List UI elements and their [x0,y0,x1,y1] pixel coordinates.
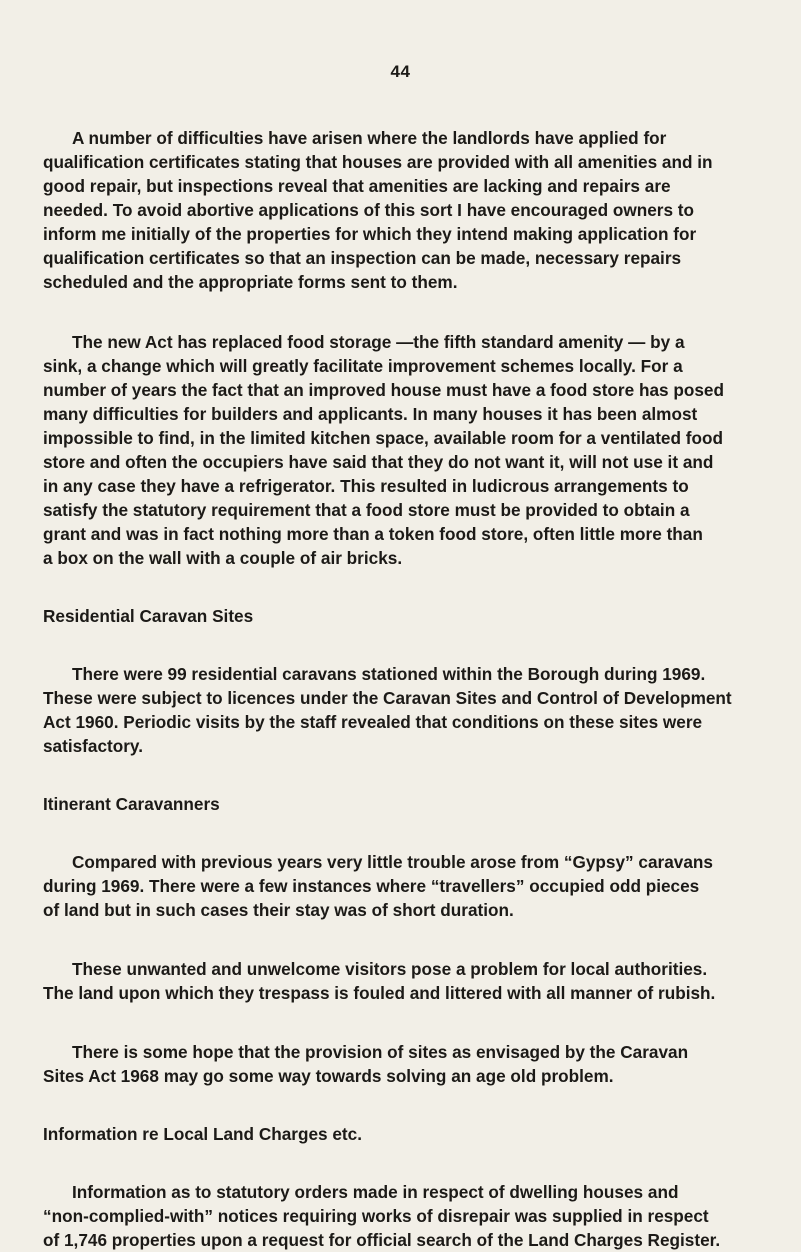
paragraph-food-storage-cont [43,354,773,570]
text-line: These were subject to licences under the Caravan Sites and Control of Development [43,688,732,708]
text-line: of 1,746 properties upon a request for official search of the Land Charges Register. [43,1230,721,1250]
paragraph-residential-caravans [43,662,773,686]
paragraph-caravan-sites-act-cont [43,1064,773,1088]
text-line: satisfy the statutory requirement that a food store must be provided to obtain a [43,500,690,520]
text-line: The land upon which they trespass is fouled and littered with all manner of rubish. [43,983,716,1003]
paragraph-land-charges-cont [43,1204,773,1252]
paragraph-food-storage [43,330,773,354]
paragraph-qualification-certificates-cont [43,150,773,294]
document-body [43,126,773,1252]
paragraph-unwanted-visitors-cont [43,981,773,1005]
text-line: Sites Act 1968 may go some way towards solving an age old problem. [43,1066,614,1086]
text-line: The new Act has replaced food storage —the fifth standard amenity — by a [72,332,685,352]
text-line: inform me initially of the properties for which they intend making application for [43,224,697,244]
text-line: impossible to find, in the limited kitchen space, available room for a ventilated food [43,428,723,448]
text-line: A number of difficulties have arisen where the landlords have applied for [72,128,667,148]
text-line: number of years the fact that an improved house must have a food store has posed [43,380,724,400]
text-line: Act 1960. Periodic visits by the staff revealed that conditions on these sites were [43,712,703,732]
heading-residential-caravan-sites: Residential Caravan Sites [43,606,254,626]
text-line: of land but in such cases their stay was of short duration. [43,900,514,920]
heading-local-land-charges: Information re Local Land Charges etc. [43,1124,362,1144]
text-line: There were 99 residential caravans stationed within the Borough during 1969. [72,664,706,684]
text-line: needed. To avoid abortive applications of this sort I have encouraged owners to [43,200,695,220]
text-line: many difficulties for builders and applicants. In many houses it has been almost [43,404,698,424]
paragraph-caravan-sites-act [43,1040,773,1064]
text-line: Information as to statutory orders made in respect of dwelling houses and [72,1182,679,1202]
paragraph-unwanted-visitors [43,957,773,981]
text-line: grant and was in fact nothing more than a token food store, often little more than [43,524,703,544]
text-line: a box on the wall with a couple of air bricks. [43,548,403,568]
text-line: qualification certificates so that an inspection can be made, necessary repairs [43,248,682,268]
text-line: There is some hope that the provision of sites as envisaged by the Caravan [72,1042,689,1062]
text-line: Compared with previous years very little trouble arose from “Gypsy” caravans [72,852,713,872]
heading-itinerant-caravanners: Itinerant Caravanners [43,794,220,814]
paragraph-residential-caravans-cont [43,686,773,758]
text-line: “non-complied-with” notices requiring works of disrepair was supplied in respect [43,1206,709,1226]
text-line: store and often the occupiers have said that they do not want it, will not use it and [43,452,714,472]
text-line: in any case they have a refrigerator. This resulted in ludicrous arrangements to [43,476,689,496]
paragraph-gypsy-caravans [43,850,773,874]
text-line: qualification certificates stating that houses are provided with all amenities and in [43,152,713,172]
text-line: satisfactory. [43,736,143,756]
paragraph-gypsy-caravans-cont [43,874,773,922]
text-line: good repair, but inspections reveal that amenities are lacking and repairs are [43,176,671,196]
text-line: sink, a change which will greatly facilitate improvement schemes locally. For a [43,356,683,376]
text-line: scheduled and the appropriate forms sent to them. [43,272,458,292]
paragraph-land-charges [43,1180,773,1204]
text-line: during 1969. There were a few instances where “travellers” occupied odd pieces [43,876,700,896]
text-line: These unwanted and unwelcome visitors pose a problem for local authorities. [72,959,708,979]
paragraph-qualification-certificates [43,126,773,150]
page-number: 44 [390,62,411,81]
